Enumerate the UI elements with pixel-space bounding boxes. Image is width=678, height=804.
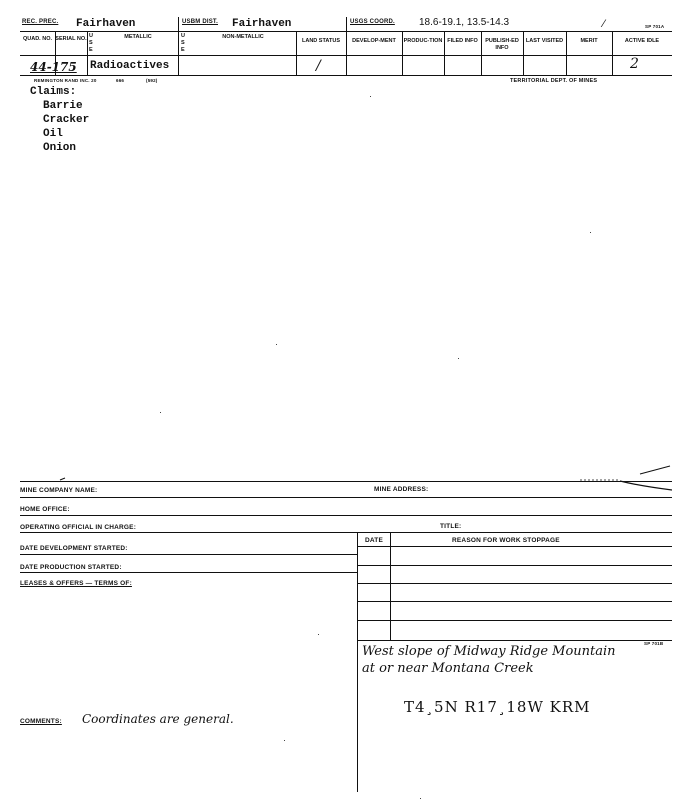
- form-code-2: (592): [146, 78, 158, 83]
- date-column-header: DATE: [365, 537, 384, 544]
- leases-offers-label: LEASES & OFFERS — TERMS OF:: [20, 580, 132, 587]
- corner-code: SP 701A: [645, 24, 665, 29]
- claim-item: Cracker: [43, 114, 90, 126]
- use-header-2: U S E: [181, 33, 185, 53]
- non-metallic-header: NON-METALLIC: [222, 34, 264, 40]
- use-header-1: U S E: [89, 33, 93, 53]
- serial-no-header: SERIAL NO.: [55, 36, 87, 42]
- township-range: T4¸5N R17¸18W KRM: [404, 698, 591, 716]
- torn-edge: [20, 462, 672, 492]
- rec-prec-label: REC. PREC.: [22, 19, 59, 25]
- check-mark: ⁄: [603, 18, 605, 30]
- claim-item: Oil: [43, 128, 63, 140]
- land-status-mark: /: [316, 58, 321, 74]
- metallic-header: METALLIC: [124, 34, 152, 40]
- quad-no-header: QUAD. NO.: [22, 36, 53, 42]
- comments-label: COMMENTS:: [20, 718, 62, 725]
- last-visited-header: LAST VISITED: [525, 38, 564, 44]
- location-line-2: at or near Montana Creek: [362, 661, 534, 676]
- active-mark: 2: [630, 56, 639, 72]
- sp-code: SP 701B: [644, 641, 664, 646]
- mine-address-label: MINE ADDRESS:: [374, 486, 429, 493]
- production-header: PRODUC-TION: [403, 38, 443, 44]
- location-line-1: West slope of Midway Ridge Mountain: [362, 644, 616, 659]
- rec-prec-value: Fairhaven: [76, 18, 136, 30]
- active-idle-header: ACTIVE IDLE: [624, 38, 660, 44]
- development-header: DEVELOP-MENT: [352, 38, 396, 44]
- usbm-dist-value: Fairhaven: [232, 18, 292, 30]
- claims-heading: Claims:: [30, 86, 77, 98]
- land-status-header: LAND STATUS: [302, 38, 340, 44]
- published-info-header: PUBLISH-ED INFO: [485, 38, 519, 51]
- reason-column-header: REASON FOR WORK STOPPAGE: [452, 537, 560, 544]
- claim-item: Onion: [43, 142, 77, 154]
- usgs-coord-value: 18.6-19.1, 13.5-14.3: [419, 17, 510, 28]
- date-development-label: DATE DEVELOPMENT STARTED:: [20, 545, 128, 552]
- metallic-value: Radioactives: [90, 60, 170, 72]
- claim-item: Barrie: [43, 100, 83, 112]
- title-label: TITLE:: [440, 523, 462, 530]
- date-production-label: DATE PRODUCTION STARTED:: [20, 564, 122, 571]
- printer-code: REMINGTON RAND INC. 20: [34, 78, 97, 83]
- filed-info-header: FILED INFO: [447, 38, 478, 44]
- comments-value: Coordinates are general.: [82, 712, 234, 726]
- operating-official-label: OPERATING OFFICIAL IN CHARGE:: [20, 524, 137, 531]
- serial-value: 44-175: [30, 60, 77, 74]
- mine-company-name-label: MINE COMPANY NAME:: [20, 487, 98, 494]
- usbm-dist-label: USBM DIST.: [182, 19, 219, 25]
- territorial-dept: TERRITORIAL DEPT. OF MINES: [510, 78, 598, 84]
- home-office-label: HOME OFFICE:: [20, 506, 70, 513]
- form-code-1: 666: [116, 78, 125, 83]
- merit-header: MERIT: [580, 38, 598, 44]
- usgs-coord-label: USGS COORD.: [350, 19, 395, 25]
